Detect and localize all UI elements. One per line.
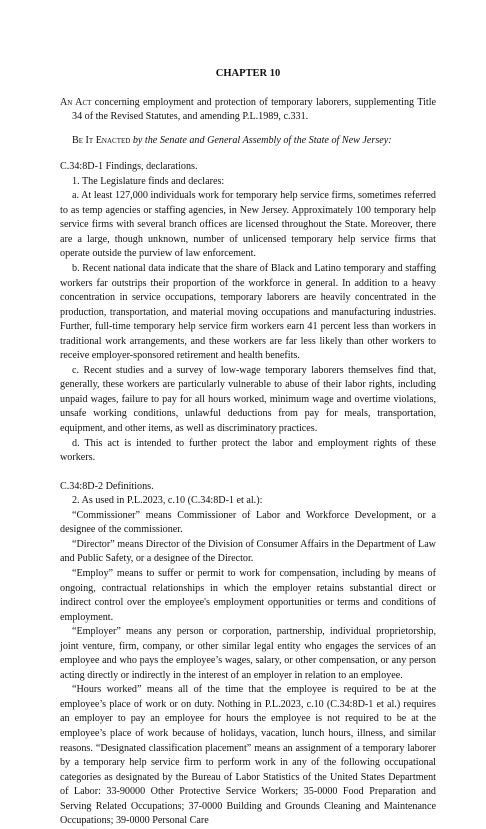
act-title <box>60 96 436 125</box>
chapter-heading: CHAPTER 10 <box>215 68 281 79</box>
act-title-text: concerning employment and protection of temporary laborers, supplementing Title 34 of the Revised Statutes, and amending P.L.1989, c.331. <box>72 96 436 123</box>
enacting-clause <box>72 134 436 149</box>
section-1-paragraph: d. This act is intended to further protect the labor and employment rights of these workers. <box>60 437 436 464</box>
section-2-paragraph: “Commissioner” means Commissioner of Labor and Workforce Development, or a designee of the commissioner. <box>60 509 436 536</box>
section-2-paragraph: “Employer” means any person or corporation, partnership, individual proprietorship, joint venture, firm, company, or other similar legal entity who engages the services of an employee and who pays the employee’s wages, salary, or other compensation, or any person acting directly or indirectly in the interest of an employer in relation to an employee. <box>60 626 436 681</box>
section-1 <box>60 160 436 465</box>
section-1-paragraph: 1. The Legislature finds and declares: <box>72 175 225 187</box>
section-divider <box>60 466 436 480</box>
section-1-paragraph: b. Recent national data indicate that the share of Black and Latino temporary and staffing workers far outstrips their proportion of the workforce in general. In addition to a heavy concentration in service occupations, temporary laborers are heavily concentrated in the production, transportation, and material moving occupations and manufacturing industries. Further, full-time temporary help service firm workers earn 41 percent less than workers in traditional work arrangements, and these workers are far less likely than other workers to receive employer-sponsored retirement and health benefits. <box>60 263 436 362</box>
section-1-paragraph: a. At least 127,000 individuals work for temporary help service firms, sometimes referred to as temp agencies or staffing agencies, in New Jersey. Approximately 100 temporary help service firms with several branch offices are licensed throughout the State. Moreover, there are a large, though unknown, number of unlicensed temporary help service firms that operate outside the purview of law enforcement. <box>60 190 436 260</box>
section-1-paragraph: c. Recent studies and a survey of low-wage temporary laborers themselves find that, generally, these workers are particularly vulnerable to abuse of their labor rights, including unpaid wages, failure to pay for all hours worked, minimum wage and overtime violations, unsafe working conditions, unlawful deductions from pay for meals, transportation, equipment, and other items, as well as discriminatory practices. <box>60 364 436 435</box>
section-1-heading: C.34:8D-1 Findings, declarations. <box>60 161 198 173</box>
act-title-lead: An Act <box>60 96 92 108</box>
section-2 <box>60 480 436 829</box>
enacting-clause-lead: Be It Enacted <box>72 134 131 146</box>
section-2-heading: C.34:8D-2 Definitions. <box>60 480 154 492</box>
section-2-paragraph: “Hours worked” means all of the time that the employee is required to be at the employee’s place of work or on duty. Nothing in P.L.2023, c.10 (C.34:8D-1 et al.) requires an employer to pay an employee for hours the employee is not required to be at the employee’s place of work because of holidays, vacation, lunch hours, illness, and similar reasons. “Designated classification placement” means an assignment of a temporary laborer by a temporary help service firm to perform work in any of the following occupational categories as designated by the Bureau of Labor Statistics of the United States Department of Labor: 33-90000 Other Protective Service Workers; 35-0000 Food Preparation and Serving Related Occupations; 37-0000 Building and Grounds Cleaning and Maintenance Occupations; 39-0000 Personal Care <box>60 684 436 827</box>
section-2-paragraph: 2. As used in P.L.2023, c.10 (C.34:8D-1 et al.): <box>72 495 263 507</box>
enacting-clause-text: by the Senate and General Assembly of the State of New Jersey: <box>132 134 392 146</box>
section-2-paragraph: “Director” means Director of the Division of Consumer Affairs in the Department of Law and Public Safety, or a designee of the Director. <box>60 538 436 565</box>
section-2-paragraph: “Employ” means to suffer or permit to work for compensation, including by means of ongoing, contractual relationships in which the employer retains substantial direct or indirect control over the employee's employment opportunities or terms and conditions of employment. <box>60 567 436 623</box>
